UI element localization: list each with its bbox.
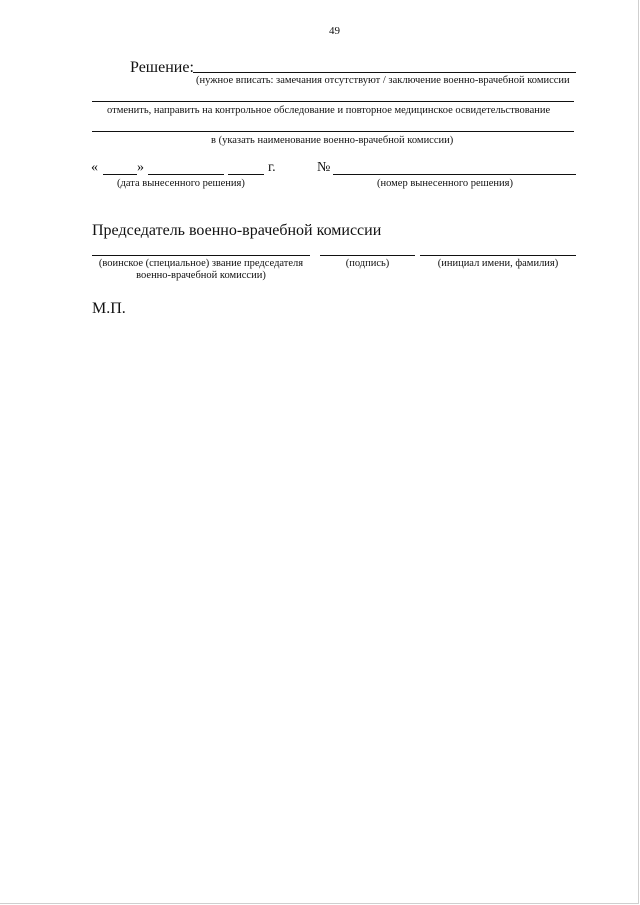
date-month-line bbox=[148, 174, 224, 175]
decision-line-1 bbox=[193, 72, 576, 73]
number-sign: № bbox=[317, 160, 331, 175]
number-hint: (номер вынесенного решения) bbox=[377, 178, 513, 189]
decision-hint-line-3: в (указать наименование военно-врачебной комиссии) bbox=[211, 135, 454, 146]
chairman-rank-line bbox=[92, 255, 310, 256]
chairman-title: Председатель военно-врачебной комиссии bbox=[92, 222, 382, 239]
date-open-quote: « bbox=[91, 160, 98, 175]
date-year-line bbox=[228, 174, 264, 175]
date-year-suffix: г. bbox=[268, 160, 276, 175]
decision-line-2 bbox=[92, 101, 574, 102]
decision-line-3 bbox=[92, 131, 574, 132]
stamp-place: М.П. bbox=[92, 300, 126, 317]
decision-hint-line-2: отменить, направить на контрольное обследование и повторное медицинское освидетельствование bbox=[107, 105, 551, 116]
chairman-rank-hint-line-2: военно-врачебной комиссии) bbox=[136, 270, 266, 281]
chairman-signature-line bbox=[320, 255, 415, 256]
date-hint: (дата вынесенного решения) bbox=[117, 178, 245, 189]
chairman-name-line bbox=[420, 255, 576, 256]
chairman-rank-hint-line-1: (воинское (специальное) звание председателя bbox=[98, 258, 304, 269]
date-day-line bbox=[103, 174, 137, 175]
decision-number-line bbox=[333, 174, 576, 175]
date-close-quote: » bbox=[137, 160, 144, 175]
chairman-name-hint: (инициал имени, фамилия) bbox=[437, 258, 559, 269]
decision-label: Решение: bbox=[130, 59, 194, 76]
page-number: 49 bbox=[329, 25, 340, 37]
decision-hint-line-1: (нужное вписать: замечания отсутствуют / заключение военно-врачебной комиссии bbox=[196, 75, 570, 86]
chairman-signature-hint: (подпись) bbox=[345, 258, 390, 269]
